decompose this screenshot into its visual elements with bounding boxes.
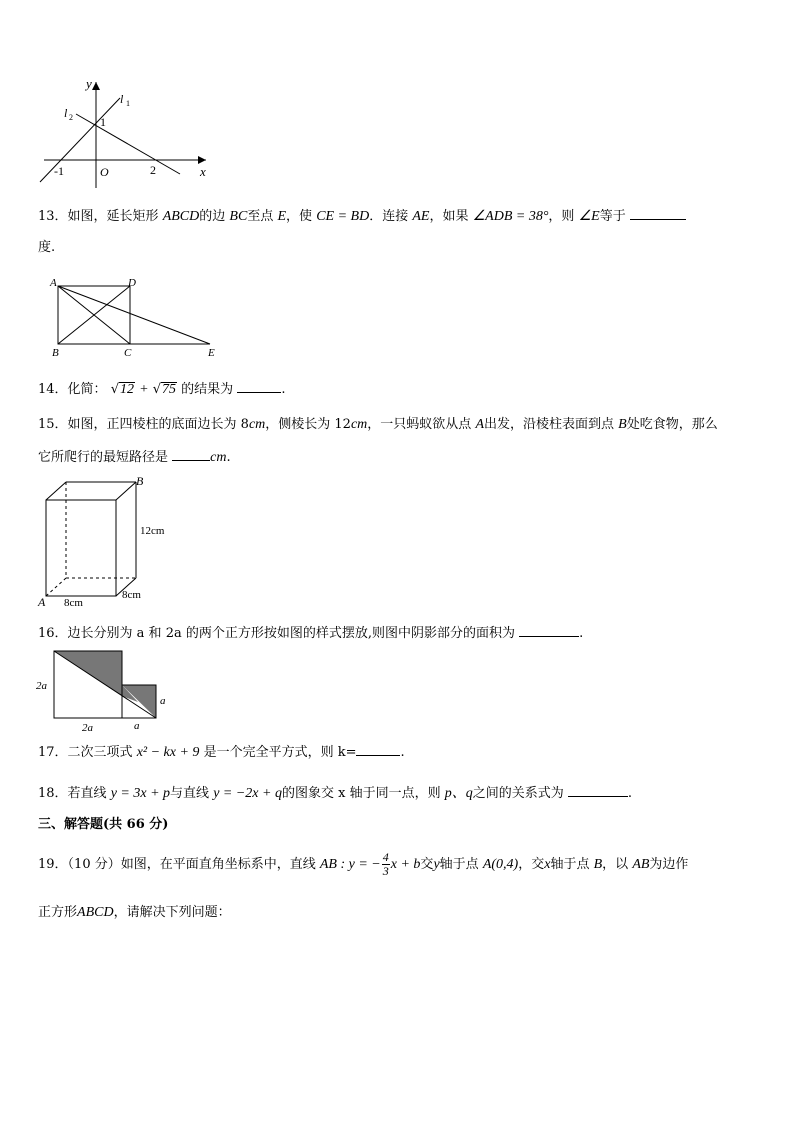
label-l1-sub: 1 <box>126 99 130 108</box>
label-neg-one: -1 <box>54 164 64 178</box>
q13-answer-blank[interactable] <box>630 207 686 220</box>
label-left: 2a <box>36 680 47 692</box>
q14-answer-blank[interactable] <box>237 380 281 393</box>
label-one: 1 <box>100 115 106 129</box>
coordinate-figure <box>36 76 216 194</box>
prism-top-left-edge <box>46 482 66 500</box>
label-d: D <box>128 277 136 289</box>
prism-hidden-diagonal <box>46 578 66 596</box>
squares-figure <box>34 645 184 735</box>
q13-line2: 度. <box>38 240 56 255</box>
label-l2-sub: 2 <box>69 113 73 122</box>
label-y: y <box>86 76 92 91</box>
q17-answer-blank[interactable] <box>356 743 400 756</box>
fraction-four-thirds: $\frac{4}{3}$ <box>382 850 389 878</box>
section-title: 三、解答题(共 66 分) <box>38 817 169 832</box>
q15-line2: 它所爬行的最短路径是 cm. <box>38 450 231 465</box>
label-two: 2 <box>150 163 156 177</box>
label-right: a <box>160 695 166 707</box>
q13-line1: 13．如图，延长矩形 ABCD的边 BC至点 E，使 CE = BD．连接 AE，如果 ∠ADB = 38°，则 ∠E等于 <box>38 207 686 226</box>
q15-line1: 15．如图，正四棱柱的底面边长为 8cm，侧棱长为 12cm，一只蚂蚁欲从点 A出发，沿棱柱表面到点 B处吃食物，那么 <box>38 417 718 432</box>
rectangle-figure <box>46 276 226 360</box>
label-a: A <box>38 595 46 609</box>
q19-line2: 正方形ABCD，请解决下列问题： <box>38 905 231 920</box>
q17-line: 17．二次三项式 x² − kx + 9 是一个完全平方式，则 k= . <box>38 745 405 760</box>
label-width-front: 8cm <box>64 597 83 609</box>
q19-line1: 19．（10 分）如图，在平面直角坐标系中，直线 AB : y = − $\frac{4}{3}$ x + b交y轴于点 A(0,4)，交x轴于点 B，以 AB为边作 <box>38 850 689 878</box>
x-axis-arrow <box>198 156 206 164</box>
q15-answer-blank[interactable] <box>172 448 210 461</box>
label-width-side: 8cm <box>122 589 141 601</box>
q18-line: 18．若直线 y = 3x + p与直线 y = −2x + q的图象交 x 轴于同一点，则 p、q之间的关系式为 . <box>38 786 633 801</box>
label-height: 12cm <box>140 525 165 537</box>
label-l2: l <box>64 106 68 120</box>
prism-top-right-edge <box>116 482 136 500</box>
label-x: x <box>200 164 206 179</box>
line-l2 <box>76 114 180 174</box>
y-axis-arrow <box>92 82 100 90</box>
q16-line: 16．边长分别为 a 和 2a 的两个正方形按如图的样式摆放,则图中阴影部分的面积为 . <box>38 626 584 641</box>
q16-answer-blank[interactable] <box>519 624 579 637</box>
prism-front-face <box>46 500 116 596</box>
label-a: A <box>50 277 57 289</box>
label-c: C <box>124 347 132 359</box>
label-bottom-small: a <box>134 720 140 732</box>
shaded-region-right <box>122 685 156 718</box>
segment-ae <box>58 286 210 344</box>
label-b: B <box>52 347 59 359</box>
label-bottom-big: 2a <box>82 722 93 734</box>
label-b: B <box>136 474 144 488</box>
q14-line: 14．化简： √12 + √75 的结果为 . <box>38 382 286 397</box>
q18-answer-blank[interactable] <box>568 784 628 797</box>
label-origin: O <box>100 165 109 179</box>
prism-figure <box>34 472 184 612</box>
label-l1: l <box>120 92 124 106</box>
label-e: E <box>208 347 215 359</box>
